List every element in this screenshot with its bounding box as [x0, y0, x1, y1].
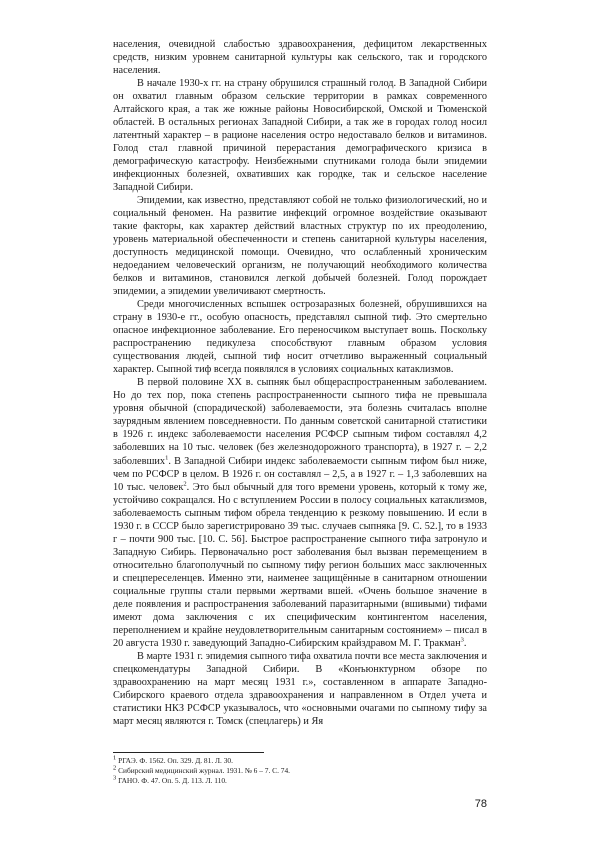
footnote-1-text: РГАЭ. Ф. 1562. Оп. 329. Д. 81. Л. 30.: [118, 756, 233, 765]
paragraph-4: Среди многочисленных вспышек острозаразных болезней, обрушившихся на страну в 1930-е гг., особую опасность, представлял сыпной тиф. Это смертельно опасное инфекционное заболевание. Его переносчиком выступает вошь. Поскольку распространению педикулеза способствуют главным образом условия существования людей, сыпной тиф носит отчетливо выраженный социальный характер. Сыпной тиф всегда появлялся в условиях социальных катаклизмов.: [113, 299, 487, 376]
paragraph-3: Эпидемии, как известно, представляют собой не только физиологический, но и социальный феномен. На развитие инфекций огромное воздействие оказывают такие факторы, как характер действий властных структур по их преодолению, уровень материальной обеспеченности и степень санитарной культуры населения, доступность медицинской помощи. Очевидно, что ослабленный хроническим недоеданием человеческий организм, не получающий необходимого количества белков и витаминов, становился легкой добычей болезней. Голод порождает эпидемии, а эпидемии увеличивают смертность.: [113, 195, 487, 298]
footnote-ref-1[interactable]: 1: [165, 454, 169, 462]
footnote-num-2: 2: [113, 764, 117, 772]
footnote-3: [113, 776, 487, 786]
footnote-2: [113, 766, 487, 776]
paragraph-1: населения, очевидной слабостью здравоохранения, дефицитом лекарственных средств, низким уровнем санитарной культуры как сельского, так и городского населения.: [113, 39, 487, 77]
paragraph-6: В марте 1931 г. эпидемия сыпного тифа охватила почти все места заключения и спецкомендатуры Западной Сибири. В «Конъюнктурном обзоре по здравоохранению на март месяц 1931 г.», составленном в аппарате Западно-Сибирского краевого отдела здравоохранения и направленном в Отдел учета и статистики НКЗ РСФСР указывалось, что «основными очагами по сыпному тифу за март месяц являются г. Томск (спецлагерь) и Яя: [113, 650, 487, 727]
paragraph-2: В начале 1930-х гг. на страну обрушился страшный голод. В Западной Сибири он охватил главным образом сельские территории в рамках современного Алтайского края, а так же южные районы Новосибирской, Омской и Тюменской областей. В остальных регионах Западной Сибири, а так же в городах голод носил латентный характер – в рационе населения остро недоставало белков и витаминов. Голод стал главной причиной перерастания демографического кризиса в демографическую катастрофу. Неизбежными спутниками голода были эпидемии инфекционных болезней, охвативших как городке, так и сельское население Западной Сибири.: [113, 78, 487, 194]
paragraph-5-text-a: В первой половине ХХ в. сыпняк был общераспространенным заболеванием. Но до тех пор, пока степень распространенности сыпного тифа не превышала уровня обычной (спорадической) заболеваемости, эта болезнь считалась вполне заурядным явлением повседневности. По данным советской санитарной статистики в 1926 г. индекс заболеваемости населения РСФСР сыпным тифом составлял 4,2 заболевших на 10 тыс. человек (без железнодорожного транспорта), в 1927 г. – 2,2 заболевших: [113, 377, 487, 467]
footnotes-section: [113, 752, 487, 786]
footnote-1: [113, 756, 487, 766]
footnote-ref-2[interactable]: 2: [183, 480, 187, 488]
footnote-separator: [113, 752, 264, 753]
page-number: 78: [474, 798, 487, 810]
footnote-num-1: 1: [113, 754, 117, 762]
footnote-ref-3[interactable]: 3: [460, 636, 464, 644]
paragraph-5-text-c: . Это был обычный для того времени уровень, который к тому же, устойчиво сокращался. Но с вступлением России в полосу социальных катаклизмов, заболеваемость сыпным тифом обрела тенденцию к резкому повышению. И если в 1930 г. в СССР было зарегистрировано 39 тыс. случаев сыпняка [9. С. 52.], то в 1933 г – почти 900 тыс. [10. С. 56]. Быстрое распространение сыпного тифа затронуло и Западную Сибирь. Первоначально рост заболевания был вызван перемещением в относительно благополучный по сыпному тифу регион больших масс заключенных и спецпереселенцев. Именно эти, наименее защищённые в санитарном отношении социальные группы стали первыми жертвами вшей. «Очень большое значение в деле появления и распространения заболеваний паразитарными (вшивыми) тифами имеют дома заключения с их специфическим контингентом населения, переполнением и крайне неудовлетворительным санитарным состоянием» – писал в 20 августа 1930 г. заведующий Западно-Сибирским крайздравом М. Г. Тракман: [113, 481, 487, 649]
footnote-2-text: Сибирский медицинский журнал. 1931. № 6 – 7. С. 74.: [118, 766, 290, 775]
paragraph-5: [113, 376, 487, 649]
footnote-3-text: ГАНО. Ф. 47. Оп. 5. Д. 113. Л. 110.: [118, 776, 227, 785]
paragraph-5-text-b: . В Западной Сибири индекс заболеваемости сыпным тифом был ниже, чем по РСФСР в целом. В 1926 г. он составлял – 2,5, а в 1927 г. – 1,3 заболевших на 10 тыс. человек: [113, 455, 487, 493]
page-body: [113, 38, 487, 728]
footnote-num-3: 3: [113, 774, 117, 782]
paragraph-5-text-d: .: [463, 637, 467, 649]
